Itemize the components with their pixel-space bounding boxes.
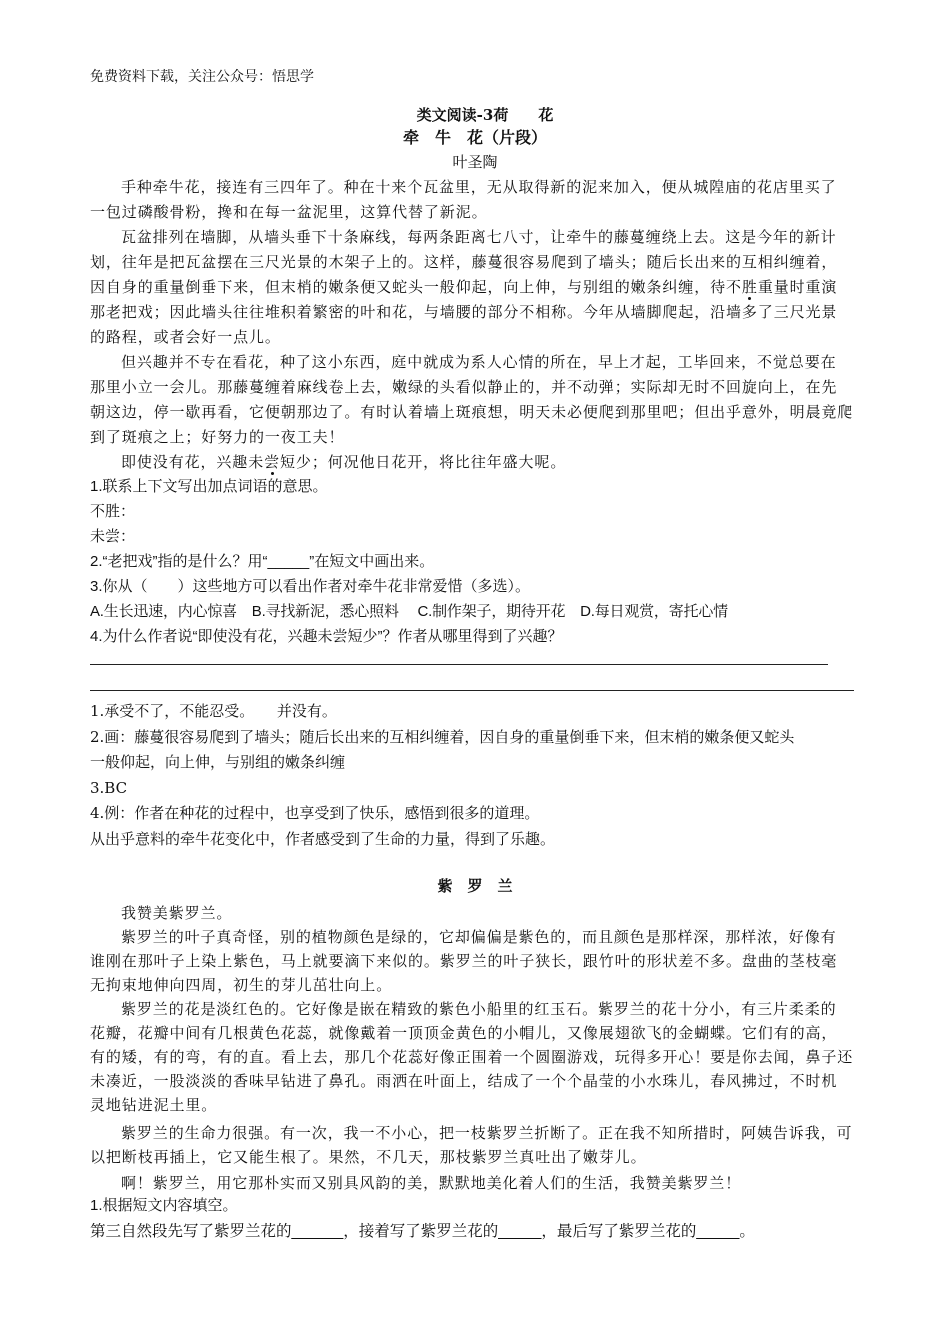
passage1-line: 那里小立一会儿。那藤蔓缠着麻线卷上去，嫩绿的头看似静止的，并不动弹；实际却无时不回旋向上，在先	[90, 378, 838, 396]
passage2-line: 无拘束地伸向四周，初生的芽儿茁壮向上。	[90, 976, 393, 994]
passage1-title: 牵 牛 花（片段）	[402, 128, 547, 147]
passage2-line: 紫罗兰的叶子真奇怪，别的植物颜色是绿的，它却偏偏是紫色的，而且颜色是那样深，那样浓，好像有	[121, 928, 837, 946]
passage1-line-part: 短少；何况他日花开，将比往年盛大呢。	[280, 453, 567, 471]
answer-text: 从出乎意料的牵牛花变化中，作者感受到了生命的力量，得到了乐趣。	[90, 830, 556, 848]
question-text: 不胜：	[90, 503, 136, 520]
passage2-line: 以把断枝再插上，它又能生根了。果然，不几天，那枝紫罗兰真吐出了嫩芽儿。	[90, 1148, 647, 1166]
emphasis-dot-char: 胜	[741, 278, 758, 296]
question-options: A.生长迅速，内心惊喜 B.寻找新泥，悉心照料 C.制作架子，期待开花 D.每日观赏，寄托心情	[90, 603, 728, 620]
question-text: 第三自然段先写了紫罗兰花的______，接着写了紫罗兰花的_____，最后写了紫罗兰花的_____。	[90, 1223, 755, 1240]
passage2-line: 紫罗兰的生命力很强。有一次，我一不小心，把一枝紫罗兰折断了。正在我不知所措时，阿姨告诉我，可	[121, 1124, 853, 1142]
question-text: 3.你从（ ）这些地方可以看出作者对牵牛花非常爱惜（多选）。	[90, 578, 531, 595]
emphasis-dot-char: 尝	[264, 453, 281, 471]
passage2-line: 未凑近，一股淡淡的香味早钻进了鼻孔。雨洒在叶面上，结成了一个个晶莹的小水珠儿，春风拂过，不时机	[90, 1072, 838, 1090]
passage1-line: 的路程，或者会好一点儿。	[90, 328, 281, 346]
passage1-line: 一包过磷酸骨粉，搀和在每一盆泥里，这算代替了新泥。	[90, 203, 488, 221]
question-text: 1.联系上下文写出加点词语的意思。	[90, 478, 328, 495]
answer-text: 4.例：作者在种花的过程中，也享受到了快乐，感悟到很多的道理。	[90, 804, 540, 822]
section-title: 类文阅读-3荷 花	[416, 106, 554, 124]
passage1-line: 划，往年是把瓦盆摆在三尺光景的木架子上的。这样，藤蔓很容易爬到了墙头；随后长出来的互相纠缠着，	[90, 253, 838, 271]
answer-line	[90, 664, 828, 665]
passage1-author: 叶圣陶	[452, 153, 498, 171]
passage1-line-part: 重量时重演	[757, 278, 838, 296]
passage1-line-part: 因自身的重量倒垂下来，但末梢的嫩条便又蛇头一般仰起，向上伸，与别组的嫩条纠缠，待不	[90, 278, 742, 296]
passage2-title: 紫 罗 兰	[437, 877, 513, 895]
passage2-line: 啊！紫罗兰，用它那朴实而又别具风韵的美，默默地美化着人们的生活，我赞美紫罗兰！	[121, 1174, 742, 1192]
passage1-line: 朝这边，停一歇再看，它便朝那边了。有时认着墙上斑痕想，明天未必便爬到那里吧；但出乎意外，明晨竟爬	[90, 403, 854, 421]
passage1-line: 那老把戏；因此墙头往往堆积着繁密的叶和花，与墙腰的部分不相称。今年从墙脚爬起，沿墙多了三尺光景	[90, 303, 838, 321]
passage2-line: 有的矮，有的弯，有的直。看上去，那几个花蕊好像正围着一个圆圈游戏，玩得多开心！要是你去闻，鼻子还	[90, 1048, 854, 1066]
question-text: 4.为什么作者说“即使没有花，兴趣未尝短少”？作者从哪里得到了兴趣？	[90, 628, 563, 645]
passage1-line: 但兴趣并不专在看花，种了这小东西，庭中就成为系人心情的所在，早上才起，工毕回来，不觉总要在	[121, 353, 837, 371]
passage1-line	[121, 451, 566, 473]
passage2-line: 我赞美紫罗兰。	[121, 904, 233, 922]
answer-text: 一般仰起，向上伸，与别组的嫩条纠缠	[90, 753, 346, 771]
answer-text: 3.BC	[90, 779, 128, 797]
question-text: 2.“老把戏”指的是什么？用“_____”在短文中画出来。	[90, 553, 435, 570]
answer-text: 1.承受不了，不能忍受。 并没有。	[90, 702, 337, 720]
passage1-line: 瓦盆排列在墙脚，从墙头垂下十条麻线，每两条距离七八寸，让牵牛的藤蔓缠绕上去。这是今年的新计	[121, 228, 837, 246]
answer-text: 2.画：藤蔓很容易爬到了墙头；随后长出来的互相纠缠着，因自身的重量倒垂下来，但末梢的嫩条便又蛇头	[90, 728, 795, 746]
answer-line	[90, 690, 854, 691]
passage2-line: 紫罗兰的花是淡红色的。它好像是嵌在精致的紫色小船里的红玉石。紫罗兰的花十分小，有三片柔柔的	[121, 1000, 837, 1018]
passage1-line: 手种牵牛花，接连有三四年了。种在十来个瓦盆里，无从取得新的泥来加入，便从城隍庙的花店里买了	[121, 178, 837, 196]
passage2-line: 灵地钻进泥土里。	[90, 1096, 218, 1114]
passage1-line: 到了斑痕之上；好努力的一夜工夫！	[90, 428, 345, 446]
passage2-line: 花瓣，花瓣中间有几根黄色花蕊，就像戴着一顶顶金黄色的小帽儿，又像展翅欲飞的金蝴蝶。它们有的高，	[90, 1024, 838, 1042]
passage1-line-part: 即使没有花，兴趣未	[121, 453, 265, 471]
page-header: 免费资料下载，关注公众号：悟思学	[90, 69, 314, 85]
passage1-line	[90, 276, 837, 298]
question-text: 未尝：	[90, 528, 136, 545]
passage2-line: 谁刚在那叶子上染上紫色，马上就要滴下来似的。紫罗兰的叶子狭长，跟竹叶的形状差不多。盘曲的茎枝毫	[90, 952, 838, 970]
question-text: 1.根据短文内容填空。	[90, 1197, 238, 1214]
